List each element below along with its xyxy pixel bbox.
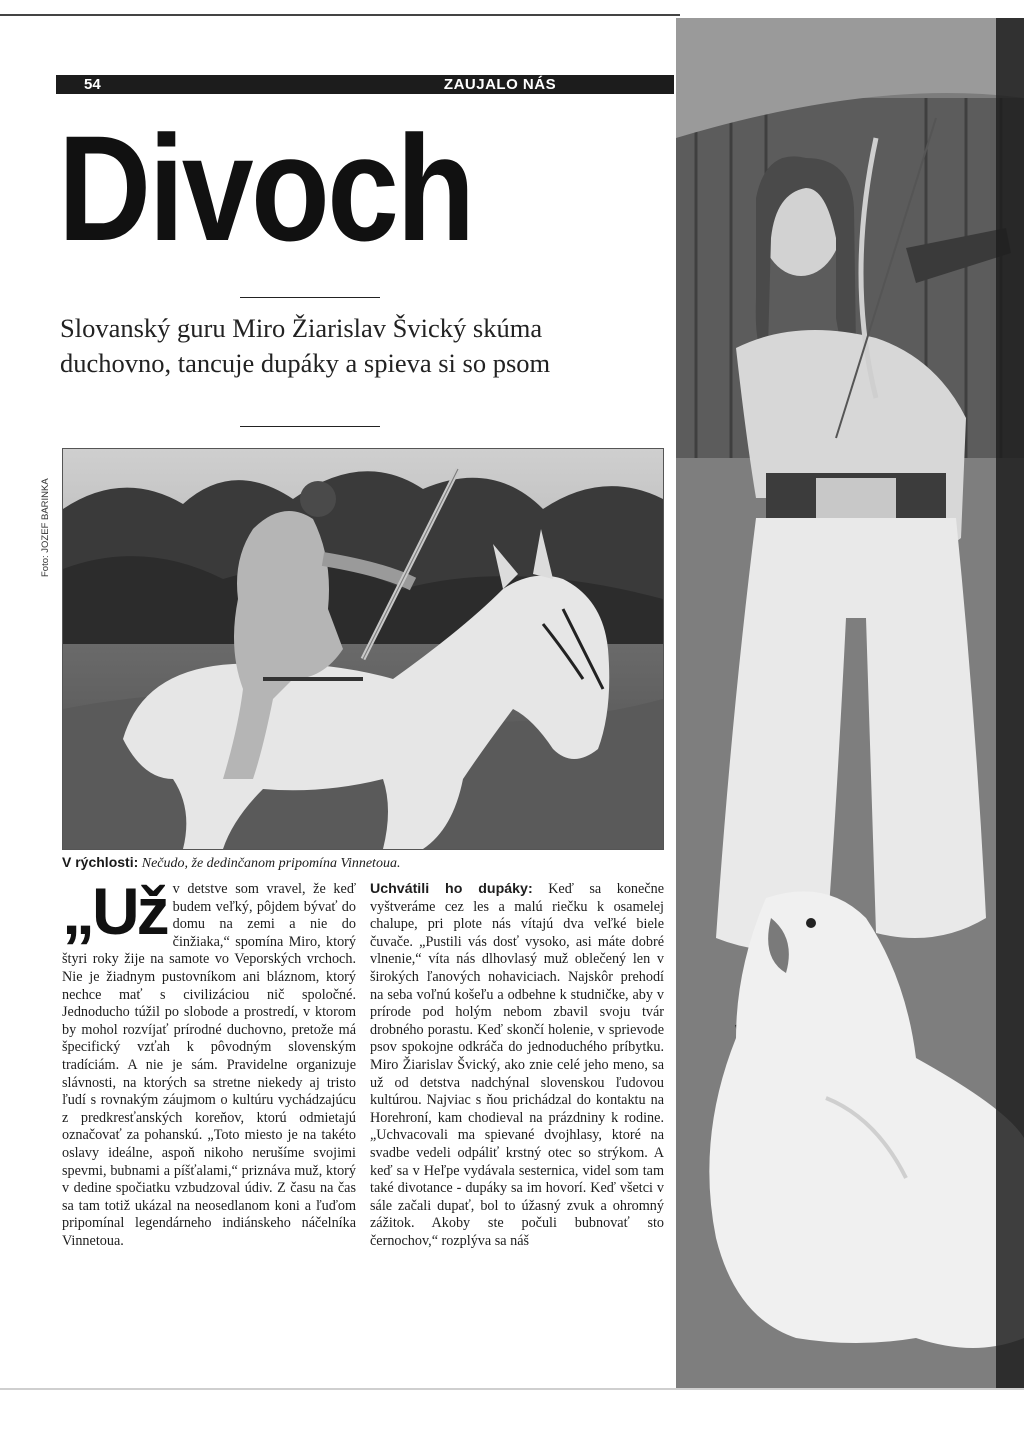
subheading-lead: Uchvátili ho dupáky: xyxy=(370,881,533,897)
article-column-right xyxy=(370,881,664,1250)
page-bottom-edge xyxy=(0,1388,1024,1390)
deck-divider-top xyxy=(240,297,380,298)
page-number: 54 xyxy=(84,76,101,93)
rider-photo-image xyxy=(63,449,663,849)
rider-photo xyxy=(62,448,664,850)
photo-caption xyxy=(62,853,662,873)
drop-cap: „Už xyxy=(62,874,167,948)
deck-divider-bottom xyxy=(240,426,380,427)
caption-label: V rýchlosti: xyxy=(62,854,139,870)
headline: Divoch xyxy=(58,104,473,272)
photo-credit xyxy=(38,455,54,577)
article-text-right: Keď sa konečne vyštveráme cez les a malú riečku k osamelej chalupe, pri plote nás vítajú dva veľké biele čuvače. „Pustili vás dosť vysoko, asi máte dobré vlnenie,“ víta nás dlhovlasý muž oblečený len v širokých ľanových nohaviciach. Najskôr prehodí na seba voľnú košeľu a odbehne k studničke, aby v prírode pod holým nebom zbavil svoju tvár drobného porastu. Keď skončí holenie, v sprievode psov spokojne odkráča do jednoduchého príbytku. Miro Žiarislav Švický, ako znie celé jeho meno, sa už od detstva nadchýnal slovenskou ľudovou kultúrou. Najviac s ňou prichádzal do kontaktu na Horehroní, kam chodieval na prázdniny k rodine. „Uchvacovali ma spievané dvojhlasy, ktoré na svadbe vedeli odpáliť krstný otec so strýkom. A keď sa v Heľpe vydávala sesternica, videl som tam také divotance - dupáky sa im hovorí. Keď všetci v sále začali dupať, bol to úžasný zvuk a ohromný zážitok. Akoby ste počuli bubnovať sto černochov,“ rozplýva sa náš xyxy=(370,881,664,1249)
header-bar xyxy=(56,75,674,94)
deck-subtitle: Slovanský guru Miro Žiarislav Švický skúma duchovno, tancuje dupáky a spieva si so psom xyxy=(60,313,551,378)
page-top-edge xyxy=(0,14,680,16)
caption-text: Nečudo, že dedinčanom pripomína Vinnetoua. xyxy=(141,856,401,871)
photo-credit-text: Foto: JOZEF BARINKA xyxy=(40,478,51,577)
section-label: ZAUJALO NÁS xyxy=(443,76,557,93)
portrait-photo xyxy=(676,18,1024,1388)
violinist-photo-image xyxy=(676,18,1024,1388)
article-column-left xyxy=(62,874,356,1250)
article-text-left: v detstve som vravel, že keď budem veľký, pôjdem bývať do domu na zemi a nie do činžiaka,“ spomína Miro, ktorý štyri roky žije na samote vo Veporských vrchoch. Nie je žiadnym pustovníkom ani bláznom, ktorý nechce mať s civilizáciou nič spoločné. Jednoducho túžil po slobode a prostredí, v ktorom by mohol rozvíjať prírodné duchovno, pretože má špecifický vzťah k pôvodným slovenským tradíciám. A nie je sám. Pravidelne organizuje slávnosti, na ktorých sa stretne niekedy aj tristo ľudí s rovnakým záujmom o kultúru vychádzajúcu z predkresťanských koreňov, ktorú odmietajú označovať za pohanskú. „Toto miesto je na takéto oslavy ideálne, aspoň nikoho nerušíme svojimi spevmi, bubnami a píšťalami,“ priznáva muž, ktorý v dedine spočiatku vzbudzoval údiv. Z času na čas sa tam totiž ukázal na neosedlanom koni a ľuďom pripomínal legendárneho indiánskeho náčelníka Vinnetoua. xyxy=(62,881,356,1249)
